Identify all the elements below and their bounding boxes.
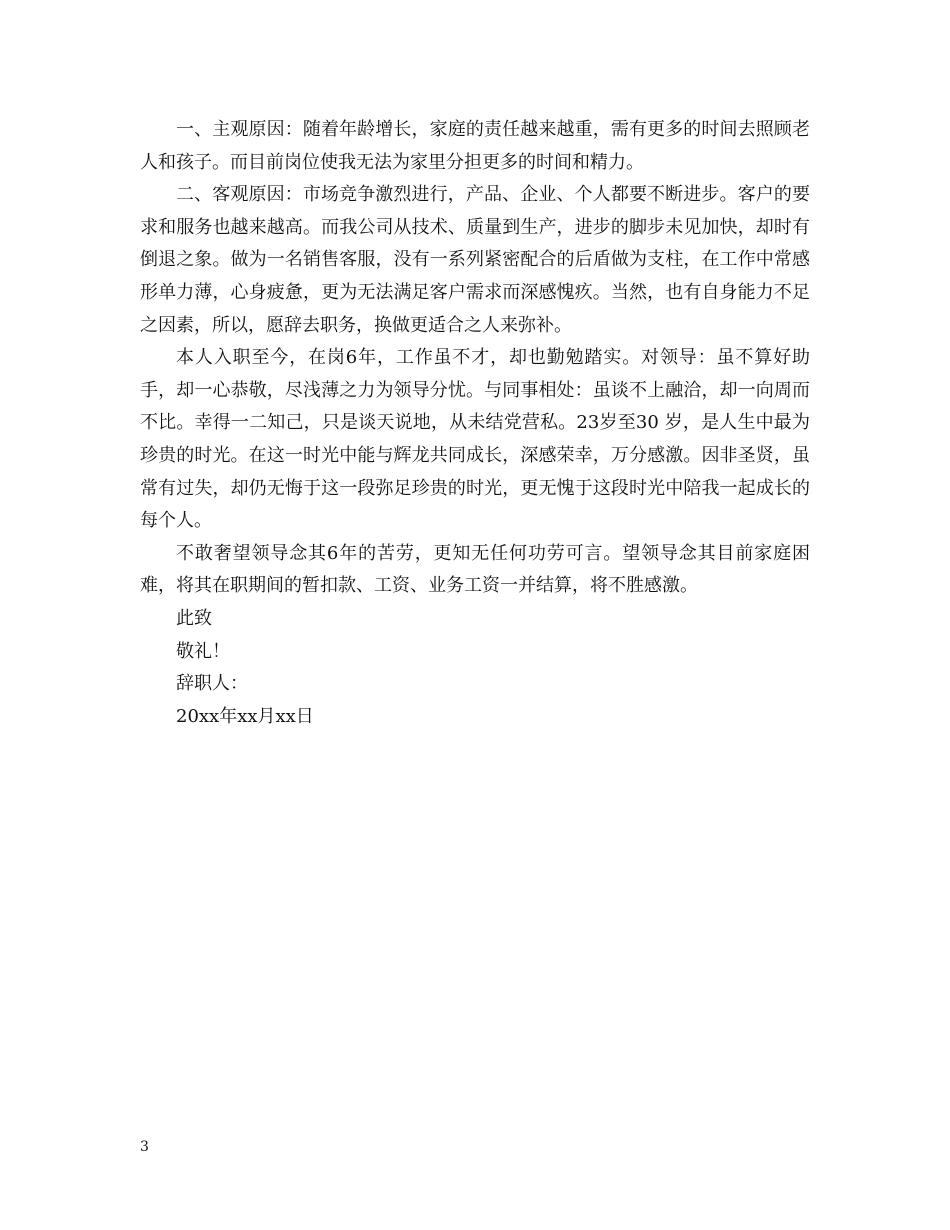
paragraph-request: 不敢奢望领导念其6年的苦劳，更知无任何功劳可言。望领导念其目前家庭困难，将其在职期间的暂扣款、工资、业务工资一并结算，将不胜感激。 [140,542,810,597]
paragraph-objective-reason: 二、客观原因：市场竞争激烈进行，产品、企业、个人都要不断进步。客户的要求和服务也越来越高。而我公司从技术、质量到生产，进步的脚步未见加快，却时有倒退之象。做为一名销售客服，没有一系列紧密配合的后盾做为支柱，在工作中常感形单力薄，心身疲惫，更为无法满足客户需求而深感愧疚。当然，也有自身能力不足之因素，所以，愿辞去职务，换做更适合之人来弥补。 [140,184,810,336]
paragraph-work-history: 本人入职至今，在岗6年，工作虽不才，却也勤勉踏实。对领导：虽不算好助手，却一心恭敬，尽浅薄之力为领导分忧。与同事相处：虽谈不上融洽，却一向周而不比。幸得一二知己，只是谈天说地，从未结党营私。23岁至30 岁，是人生中最为珍贵的时光。在这一时光中能与辉龙共同成长，深感荣幸，万分感激。因非圣贤，虽常有过失，却仍无悔于这一段弥足珍贵的时光，更无愧于这段时光中陪我一起成长的每个人。 [140,347,810,532]
salutation-line: 敬礼！ [176,640,230,662]
letter-body [140,114,810,733]
page-number: 3 [140,1139,149,1155]
closing-line: 此致 [176,607,212,629]
date-line: 20xx年xx月xx日 [176,705,314,727]
signature-label: 辞职人： [176,673,248,695]
paragraph-subjective-reason: 一、主观原因：随着年龄增长，家庭的责任越来越重，需有更多的时间去照顾老人和孩子。而目前岗位使我无法为家里分担更多的时间和精力。 [140,119,810,173]
